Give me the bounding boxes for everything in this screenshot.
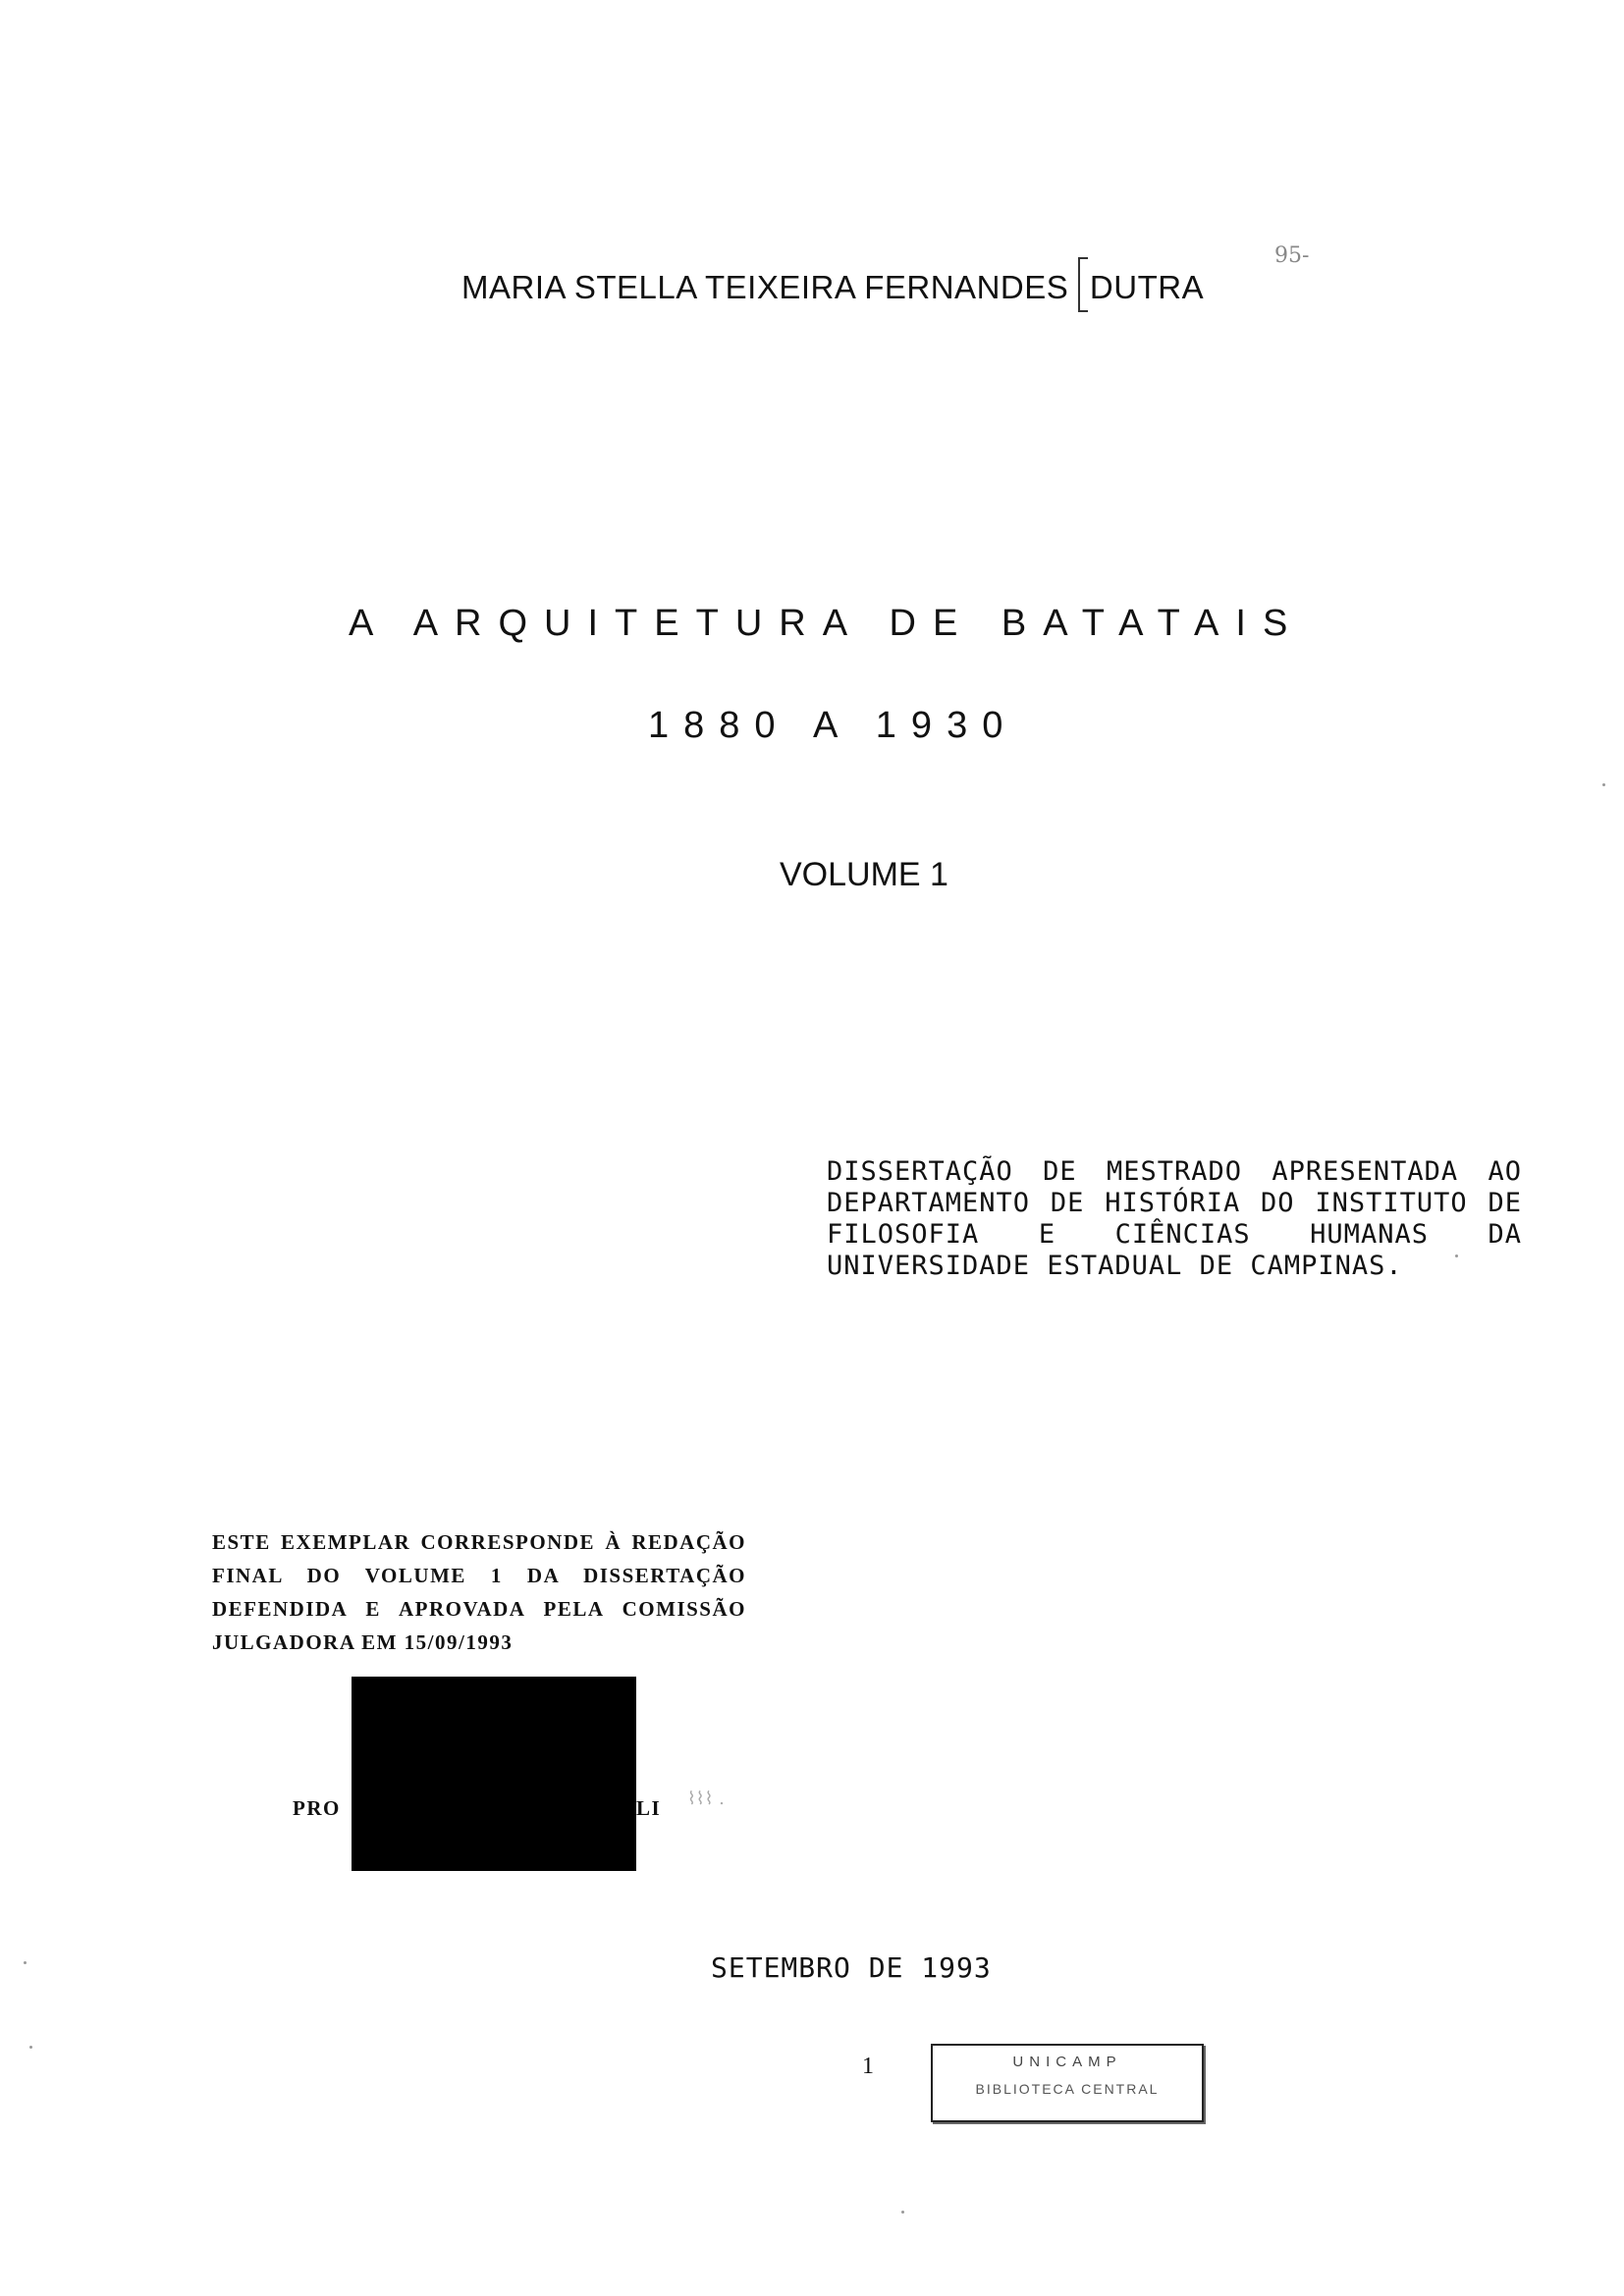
document-years: 1880 A 1930: [648, 705, 1018, 746]
scan-speck: [29, 2046, 32, 2049]
scan-speck: [901, 2211, 904, 2214]
dissertation-note: DISSERTAÇÃO DE MESTRADO APRESENTADA AO DEPARTAMENTO DE HISTÓRIA DO INSTITUTO DE FILOSOFIA E CIÊNCIAS HUMANAS DA UNIVERSIDADE ESTADUAL DE CAMPINAS.: [827, 1156, 1522, 1281]
document-title: A ARQUITETURA DE BATATAIS: [349, 603, 1305, 644]
scan-speck: [24, 1961, 27, 1964]
signature-suffix: LI: [636, 1796, 662, 1820]
signature-scribble: ⌇⌇⌇ .: [687, 1789, 725, 1809]
margin-handwritten-note: 95-: [1274, 243, 1310, 268]
signature-prefix: PRO: [293, 1796, 341, 1820]
scan-speck: [1455, 1255, 1458, 1257]
redaction-block: [352, 1677, 636, 1871]
author-line: [461, 257, 1204, 312]
document-date: SETEMBRO DE 1993: [711, 1951, 992, 1984]
stamp-line-university: UNICAMP: [1012, 2054, 1122, 2070]
volume-label: VOLUME 1: [780, 856, 948, 893]
approval-note: ESTE EXEMPLAR CORRESPONDE À REDAÇÃO FINAL DO VOLUME 1 DA DISSERTAÇÃO DEFENDIDA E APROVADA PELA COMISSÃO JULGADORA EM 15/09/1993: [212, 1530, 746, 1654]
author-surname: DUTRA: [1089, 269, 1205, 305]
library-stamp: [931, 2044, 1204, 2122]
stamp-line-library: BIBLIOTECA CENTRAL: [975, 2081, 1160, 2097]
author-name: MARIA STELLA TEIXEIRA FERNANDES: [461, 269, 1069, 305]
page-number: 1: [862, 2054, 874, 2079]
scan-speck: [1602, 783, 1605, 786]
handwritten-bracket-icon: [1078, 257, 1088, 312]
